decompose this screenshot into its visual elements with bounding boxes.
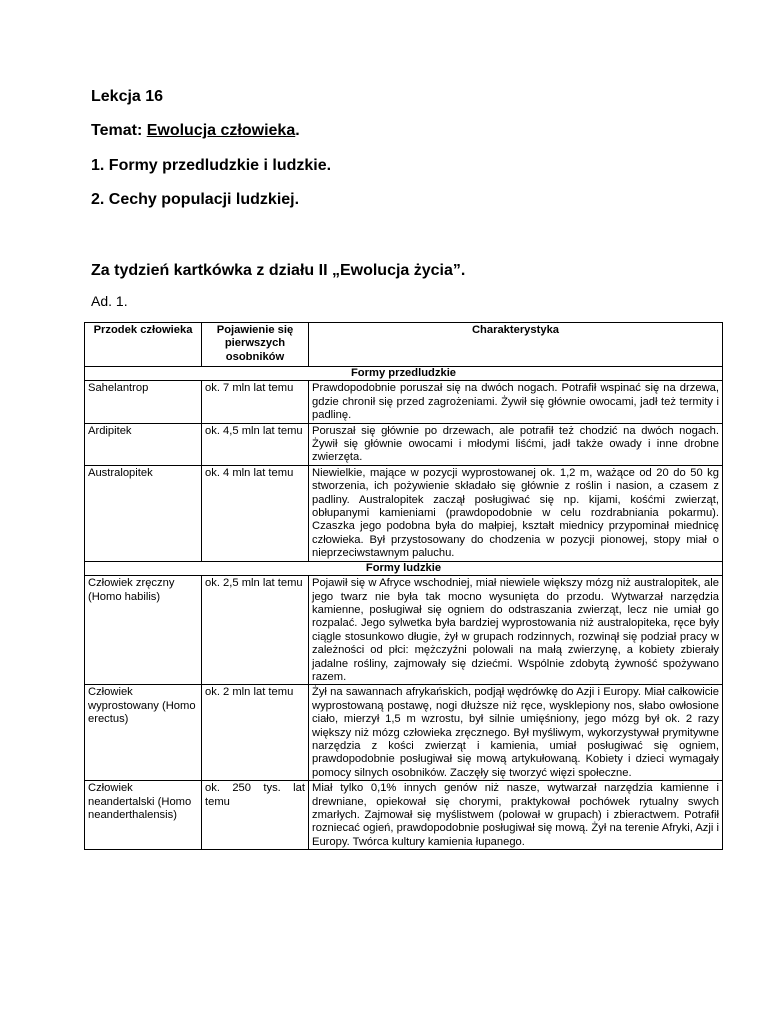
characteristics: Poruszał się głównie po drzewach, ale potrafił też chodzić na dwóch nogach. Żywił się głównie owocami i młodymi liśćmi, jadł także owady i inne drobne zwierzęta.	[309, 423, 723, 465]
appearance-time: ok. 4 mln lat temu	[202, 465, 309, 561]
table-row	[85, 576, 723, 685]
table-row	[85, 465, 723, 561]
ad-label: Ad. 1.	[91, 293, 128, 309]
table-header-row	[85, 323, 723, 367]
table-row	[85, 381, 723, 423]
section-row	[85, 561, 723, 575]
table-row	[85, 685, 723, 781]
section-title-human: Formy ludzkie	[85, 561, 723, 575]
ancestor-name: Australopitek	[85, 465, 202, 561]
characteristics: Pojawił się w Afryce wschodniej, miał niewiele większy mózg niż australopitek, ale jego twarz nie była tak mocno wysunięta do przodu. Wytwarzał narzędzia kamienne, posługiwał się ogniem do odstraszania zwierząt, lecz nie umiał go rozpalać. Jego sylwetka była bardziej wyprostowania niż australopiteka, ręce były ciągle stosunkowo długie, żył w grupach rodzinnych, rozwinął się podział pracy w zależności od płci: mężczyźni polowali na małą zwierzynę, a kobiety zbierały jadalne rośliny, zajmowały się dziećmi. Wspólnie zdobytą żywność spożywano razem.	[309, 576, 723, 685]
table-row	[85, 423, 723, 465]
table-row	[85, 781, 723, 850]
evolution-table	[84, 322, 723, 850]
ancestor-name: Człowiek wyprostowany (Homo erectus)	[85, 685, 202, 781]
lesson-number: Lekcja 16	[91, 88, 164, 105]
column-header-characteristics: Charakterystyka	[309, 323, 723, 367]
ancestor-name: Sahelantrop	[85, 381, 202, 423]
column-header-appearance: Pojawienie się pierwszych osobników	[202, 323, 309, 367]
topic-prefix: Temat:	[91, 122, 147, 139]
ancestor-name: Człowiek neandertalski (Homo neanderthalensis)	[85, 781, 202, 850]
section-title-prehuman: Formy przedludzkie	[85, 367, 723, 381]
point-one: 1. Formy przedludzkie i ludzkie.	[91, 157, 332, 174]
section-row	[85, 367, 723, 381]
characteristics: Niewielkie, mające w pozycji wyprostowanej ok. 1,2 m, ważące od 20 do 50 kg stworzenia, ich pożywienie składało się głównie z roślin i nasion, a czasem z padliny. Australopitek zaczął posługiwać się np. kijami, kośćmi zwierząt, obłupanymi kamieniami (prawdopodobnie w celu rozdrabniania pokarmu). Czaszka jego podobna była do małpiej, kształt miednicy przypominał miednicę człowieka. Był przystosowany do chodzenia w pozycji pionowej, stopy miał o nieprzeciwstawnym paluchu.	[309, 465, 723, 561]
appearance-time: ok. 250 tys. lat temu	[202, 781, 309, 850]
quiz-announcement: Za tydzień kartkówka z działu II „Ewolucja życia”.	[91, 262, 466, 279]
topic-title: Ewolucja człowieka	[146, 122, 296, 139]
characteristics: Miał tylko 0,1% innych genów niż nasze, wytwarzał narzędzia kamienne i drewniane, opiekował się chorymi, praktykował pochówek rytualny swych zmarłych. Zajmował się myślistwem (polował w grupach) i zbieractwem. Potrafił rozniecać ogień, prawdopodobnie posługiwał się mową. Żył na terenie Afryki, Azji i Europy. Twórca kultury kamienia łupanego.	[309, 781, 723, 850]
column-header-ancestor: Przodek człowieka	[85, 323, 202, 367]
lesson-topic	[91, 122, 300, 140]
appearance-time: ok. 2 mln lat temu	[202, 685, 309, 781]
ancestor-name: Ardipitek	[85, 423, 202, 465]
characteristics: Prawdopodobnie poruszał się na dwóch nogach. Potrafił wspinać się na drzewa, gdzie chronił się przed zagrożeniami. Żywił się głównie owocami, jadł też termity i padlinę.	[309, 381, 723, 423]
appearance-time: ok. 7 mln lat temu	[202, 381, 309, 423]
appearance-time: ok. 2,5 mln lat temu	[202, 576, 309, 685]
appearance-time: ok. 4,5 mln lat temu	[202, 423, 309, 465]
topic-suffix: .	[295, 122, 300, 139]
ancestor-name: Człowiek zręczny (Homo habilis)	[85, 576, 202, 685]
characteristics: Żył na sawannach afrykańskich, podjął wędrówkę do Azji i Europy. Miał całkowicie wyprostowaną postawę, nogi dłuższe niż ręce, wysklepiony nos, słabo owłosione ciało, mierzył 1,5 m wzrostu, był silnie umięśniony, jego mózg był ok. 2 razy większy niż mózg człowieka zręcznego. Był myśliwym, wykorzystywał prymitywne narzędzia z kości zwierząt i kamienia, umiał posługiwać się ogniem, prawdopodobnie posługiwał się mową artykułowaną. Kobiety i dzieci wymagały pomocy silnych osobników. Zaczęły się tworzyć więzi społeczne.	[309, 685, 723, 781]
point-two: 2. Cechy populacji ludzkiej.	[91, 191, 300, 208]
